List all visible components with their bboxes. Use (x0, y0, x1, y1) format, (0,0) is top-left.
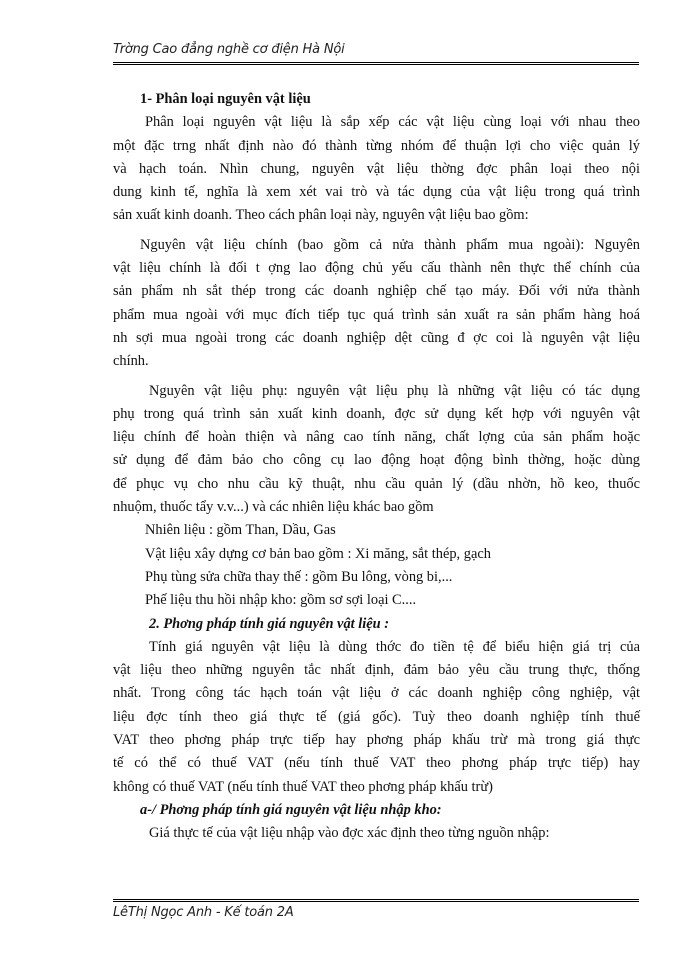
paragraph-line: nh sợi mua ngoài trong các doanh nghiệp dệt cũng đ ợc coi là nguyên vật liệu (113, 329, 640, 346)
list-item: Vật liệu xây dựng cơ bản bao gồm : Xi măng, sắt thép, gạch (145, 545, 491, 562)
page-header: Trờng Cao đẳng nghề cơ điện Hà Nội (113, 42, 345, 57)
paragraph-line: Tính giá nguyên vật liệu là dùng thớc đo tiền tệ để biểu hiện giá trị của (149, 638, 640, 655)
list-item: Phế liệu thu hồi nhập kho: gồm sơ sợi loại C.... (145, 592, 417, 609)
paragraph-line: không có thuế VAT (nếu tính thuế VAT theo phơng pháp khấu trừ) (113, 778, 493, 795)
paragraph-line: vật liệu theo những nguyên tắc nhất định, đảm bảo yêu cầu trung thực, thống (113, 662, 640, 679)
paragraph-line: tế có thể có thuế VAT (nếu tính thuế VAT theo phơng pháp trực tiếp) hay (113, 755, 640, 772)
paragraph-line: Giá thực tế của vật liệu nhập vào đợc xác định theo từng nguồn nhập: (149, 825, 550, 842)
paragraph-line: Nguyên vật liệu chính (bao gồm cả nửa thành phẩm mua ngoài): Nguyên (140, 236, 640, 253)
paragraph-line: một đặc trng nhất định nào đó thành từng nhóm để thuận lợi cho việc quản lý (113, 137, 640, 154)
header-divider (113, 62, 639, 65)
footer-divider (113, 899, 639, 902)
paragraph-line: VAT theo phơng pháp trực tiếp hay phơng pháp khấu trừ mà trong giá thực (113, 732, 640, 749)
page-footer: LêThị Ngọc Anh - Kế toán 2A (113, 905, 294, 920)
paragraph-line: phẩm mua ngoài với mục đích tiếp tục quá trình sản xuất ra sản phẩm hàng hoá (113, 306, 640, 323)
list-item: Phụ tùng sửa chữa thay thế : gồm Bu lông, vòng bi,... (145, 568, 453, 585)
paragraph-line: dung kinh tế, nghĩa là xem xét vai trò và tác dụng của vật liệu trong quá trình (113, 184, 640, 201)
paragraph-line: Nguyên vật liệu phụ: nguyên vật liệu phụ là những vật liệu có tác dụng (149, 382, 640, 399)
paragraph-line: và hạch toán. Nhìn chung, nguyên vật liệu thờng đợc phân loại theo nội (113, 160, 640, 177)
paragraph-line: liệu chính để hoàn thiện và nâng cao tính năng, chất lợng của sản phẩm hoặc (113, 429, 640, 446)
section-1-heading: 1- Phân loại nguyên vật liệu (140, 91, 311, 107)
list-item: Nhiên liệu : gồm Than, Dầu, Gas (145, 522, 336, 539)
paragraph-line: vật liệu chính là đối t ợng lao động chủ yếu cấu thành nên thực thể chính của (113, 260, 640, 277)
paragraph-line: liệu đợc tính theo giá thực tế (giá gốc). Tuỳ theo doanh nghiệp tính thuế (113, 708, 640, 725)
paragraph-line: sản xuất kinh doanh. Theo cách phân loại này, nguyên vật liệu bao gồm: (113, 207, 529, 224)
paragraph-line: sản phẩm nh sắt thép trong các doanh nghiệp chế tạo máy. Đối với nửa thành (113, 283, 640, 300)
paragraph-line: sử dụng để đảm bảo cho công cụ lao động hoạt động bình thờng, hoặc dùng (113, 452, 640, 469)
subsection-heading: a-/ Phơng pháp tính giá nguyên vật liệu nhập kho: (140, 801, 442, 818)
paragraph-line: phụ trong quá trình sản xuất kinh doanh, đợc sử dụng kết hợp với nguyên vật (113, 405, 640, 422)
paragraph-line: nhuộm, thuốc tẩy v.v...) và các nhiên liệu khác bao gồm (113, 499, 434, 516)
paragraph-line: để phục vụ cho nhu cầu kỹ thuật, nhu cầu quản lý (dầu nhờn, hồ keo, thuốc (113, 475, 640, 492)
paragraph-line: nhất. Trong công tác hạch toán vật liệu ở các doanh nghiệp công nghiệp, vật (113, 685, 640, 702)
paragraph-line: Phân loại nguyên vật liệu là sắp xếp các vật liệu cùng loại với nhau theo (145, 114, 640, 131)
document-body (113, 88, 640, 846)
section-2-heading: 2. Phơng pháp tính giá nguyên vật liệu : (149, 615, 390, 632)
paragraph-line: chính. (113, 353, 149, 370)
